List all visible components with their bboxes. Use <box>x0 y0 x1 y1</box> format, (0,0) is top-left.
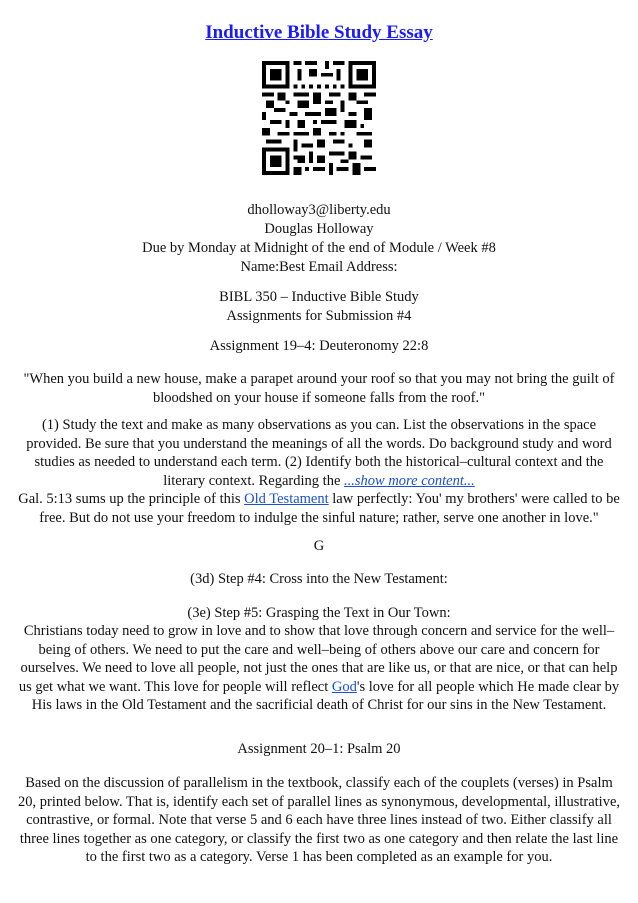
submission-title: Assignments for Submission #4 <box>226 308 412 324</box>
galatians-paragraph <box>18 490 620 527</box>
due-date: Due by Monday at Midnight of the end of Module / Week #8 <box>142 240 496 256</box>
course-title: BIBL 350 – Inductive Bible Study <box>219 289 419 305</box>
christians-text-start: Christians today need to grow in love and to show that love through concern and service for the well–being of others. We need to put the care and well–being of others above our care and concern for ourselves. We need to love all people, not just the ones that are like us, or that are nice, or that can help us get what we want. This love for people will reflect <box>18 623 618 695</box>
god-link[interactable]: God <box>331 678 357 695</box>
galatians-text-end: law perfectly: You' my brothers' were called to be free. But do not use your freedom to indulge the sinful nature; rather, serve one another in love." <box>39 491 620 526</box>
assignment-heading-2: Assignment 20–1: Psalm 20 <box>237 741 401 757</box>
qr-code-icon <box>262 61 376 175</box>
parallelism-paragraph: Based on the discussion of parallelism in the textbook, classify each of the couplets (verses) in Psalm 20, printed below. That is, identify each set of parallel lines as synonymous, developmental, illustrative, contrastive, or formal. Note that verse 5 and 6 each have three lines instead of two. Either classify all three lines together as one category, or classify the first two as one category and then relate the last line to the first two as a category. Verse 1 has been completed as an example for you. <box>18 775 621 865</box>
christians-paragraph <box>18 622 620 715</box>
scripture-quote: "When you build a new house, make a parapet around your roof so that you may not bring the guilt of bloodshed on your house if someone falls from the roof." <box>23 371 615 406</box>
christians-text-end: 's love for all people which He made clear by His laws in the Old Testament and the sacrificial death of Christ for our sins in the New Testament. <box>31 678 620 713</box>
instructions-paragraph <box>18 416 620 490</box>
show-more-link[interactable]: ...show more content... <box>344 472 475 489</box>
step-5-heading: (3e) Step #5: Grasping the Text in Our Town: <box>187 605 451 621</box>
name-line: Name:Best Email Address: <box>240 259 398 275</box>
g-line: G <box>313 538 325 554</box>
instructions-text: (1) Study the text and make as many observations as you can. List the observations in the space provided. Be sure that you understand the meanings of all the words. Do background study and word studies as needed to understand each term. (2) Identify both the historical–cultural context and the literary context. Regarding the <box>26 417 612 489</box>
galatians-text-start: Gal. 5:13 sums up the principle of this <box>18 491 241 507</box>
assignment-heading-1: Assignment 19–4: Deuteronomy 22:8 <box>209 338 429 354</box>
document-title[interactable]: Inductive Bible Study Essay <box>205 22 433 43</box>
email-address: dholloway3@liberty.edu <box>247 202 391 218</box>
author-name: Douglas Holloway <box>264 221 374 237</box>
old-testament-link[interactable]: Old Testament <box>244 491 329 507</box>
step-4-heading: (3d) Step #4: Cross into the New Testament: <box>190 571 448 587</box>
